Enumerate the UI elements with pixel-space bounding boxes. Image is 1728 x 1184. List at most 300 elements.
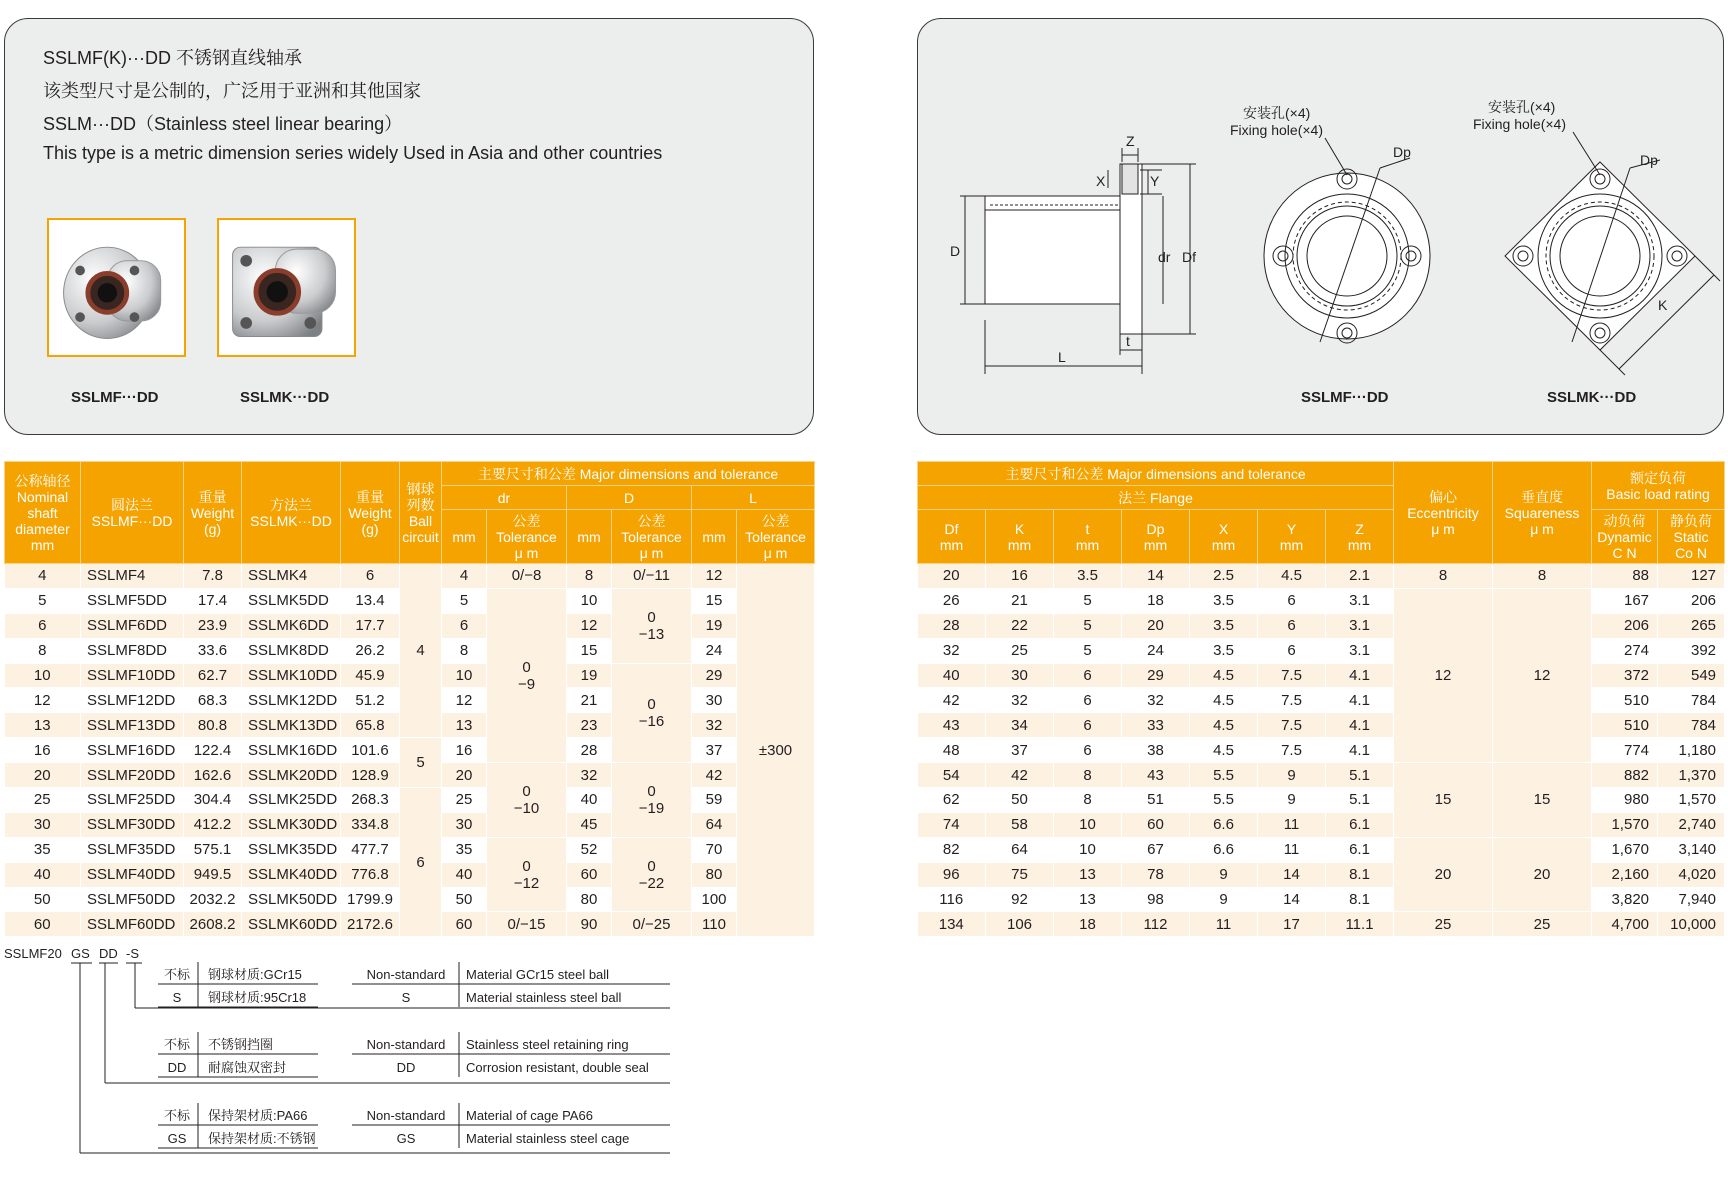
dp-cell: 20: [1122, 613, 1190, 638]
round-weight-cell: 304.4: [184, 788, 242, 813]
static-load-cell: 4,020: [1658, 862, 1725, 887]
k-cell: 58: [986, 812, 1054, 837]
dynamic-load-cell: 88: [1592, 564, 1658, 589]
th-weight-round: 重量 Weight (g): [184, 462, 242, 564]
t-cell: 8: [1054, 788, 1122, 813]
static-load-cell: 206: [1658, 588, 1725, 613]
square-weight-cell: 776.8: [341, 862, 400, 887]
round-weight-cell: 68.3: [184, 688, 242, 713]
D-tolerance-cell: [612, 588, 692, 663]
code-option: Non-standard: [366, 1037, 446, 1052]
dp-label-round: Dp: [1393, 144, 1411, 160]
round-model-cell: SSLMF30DD: [81, 812, 184, 837]
code-desc-cn: 不锈钢挡圈: [208, 1037, 274, 1052]
t-cell: 5: [1054, 588, 1122, 613]
dr-tolerance-cell: [487, 588, 567, 762]
x-cell: 5.5: [1190, 763, 1258, 788]
round-flange-caption: SSLMF···DD: [71, 389, 159, 406]
square-weight-cell: 13.4: [341, 588, 400, 613]
square-weight-cell: 45.9: [341, 663, 400, 688]
round-model-cell: SSLMF60DD: [81, 912, 184, 937]
dr-mm-cell: 30: [442, 812, 487, 837]
D-mm-cell: 52: [567, 837, 612, 862]
y-cell: 9: [1258, 788, 1326, 813]
z-cell: 4.1: [1326, 713, 1394, 738]
D-mm-cell: 12: [567, 613, 612, 638]
y-cell: 6: [1258, 638, 1326, 663]
df-cell: 26: [918, 588, 986, 613]
th-shaft: 公称轴径 Nominal shaft diameter mm: [5, 462, 81, 564]
z-cell: 6.1: [1326, 837, 1394, 862]
D-mm-cell: 90: [567, 912, 612, 937]
static-load-cell: 784: [1658, 688, 1725, 713]
z-cell: 5.1: [1326, 763, 1394, 788]
x-cell: 9: [1190, 862, 1258, 887]
square-model-cell: SSLMK40DD: [242, 862, 341, 887]
round-model-cell: SSLMF16DD: [81, 738, 184, 763]
square-weight-cell: 268.3: [341, 788, 400, 813]
k-cell: 32: [986, 688, 1054, 713]
x-label: X: [1096, 173, 1106, 189]
df-cell: 62: [918, 788, 986, 813]
code-desc-en: Material stainless steel cage: [466, 1131, 630, 1146]
table-row: [918, 837, 1725, 862]
th-L-mm: mm: [692, 510, 737, 564]
static-load-cell: 7,940: [1658, 887, 1725, 912]
th-t: t mm: [1054, 510, 1122, 564]
round-model-cell: SSLMF6DD: [81, 613, 184, 638]
th-weight-square: 重量 Weight (g): [341, 462, 400, 564]
z-cell: 4.1: [1326, 738, 1394, 763]
t-cell: 5: [1054, 638, 1122, 663]
tolerance-line: −10: [513, 799, 540, 817]
round-weight-cell: 33.6: [184, 638, 242, 663]
x-cell: 6.6: [1190, 837, 1258, 862]
L-mm-cell: 24: [692, 638, 737, 663]
code-part-dd: DD: [99, 946, 118, 961]
table-row: [918, 588, 1725, 613]
y-cell: 11: [1258, 812, 1326, 837]
square-model-cell: SSLMK12DD: [242, 688, 341, 713]
k-cell: 22: [986, 613, 1054, 638]
dr-mm-cell: 50: [442, 887, 487, 912]
code-abbrev: 不标: [163, 1108, 191, 1123]
dp-cell: 29: [1122, 663, 1190, 688]
square-model-cell: SSLMK35DD: [242, 837, 341, 862]
th-L-tol: 公差 Tolerance μ m: [737, 510, 815, 564]
shaft-diameter-cell: 5: [5, 588, 81, 613]
z-cell: 11.1: [1326, 912, 1394, 937]
th-ball-circuit: 钢球 列数 Ball circuit: [400, 462, 442, 564]
dr-mm-cell: 8: [442, 638, 487, 663]
df-cell: 134: [918, 912, 986, 937]
tolerance-line: 0: [522, 782, 531, 800]
table-row: [918, 887, 1725, 912]
z-cell: 5.1: [1326, 788, 1394, 813]
square-flange-photo: [217, 218, 356, 357]
x-cell: 4.5: [1190, 713, 1258, 738]
table-row: [918, 663, 1725, 688]
df-cell: 32: [918, 638, 986, 663]
code-option: Non-standard: [366, 1108, 446, 1123]
intro-desc-cn: 该类型尺寸是公制的，广泛用于亚洲和其他国家: [43, 81, 421, 101]
round-flange-photo: [47, 218, 186, 357]
code-abbrev: DD: [167, 1060, 187, 1075]
ball-circuit-cell: 4: [400, 564, 442, 738]
square-flange-caption: SSLMK···DD: [240, 389, 330, 406]
round-model-cell: SSLMF13DD: [81, 713, 184, 738]
eccentricity-cell: 20: [1394, 837, 1493, 912]
round-weight-cell: 949.5: [184, 862, 242, 887]
square-weight-cell: 128.9: [341, 763, 400, 788]
dp-cell: 24: [1122, 638, 1190, 663]
y-cell: 7.5: [1258, 738, 1326, 763]
L-mm-cell: 29: [692, 663, 737, 688]
dr-mm-cell: 5: [442, 588, 487, 613]
eccentricity-cell: 8: [1394, 564, 1493, 589]
k-cell: 42: [986, 763, 1054, 788]
tolerance-line: 0/−25: [632, 915, 671, 933]
dp-cell: 33: [1122, 713, 1190, 738]
df-cell: 43: [918, 713, 986, 738]
th-x: X mm: [1190, 510, 1258, 564]
static-load-cell: 2,740: [1658, 812, 1725, 837]
dynamic-load-cell: 274: [1592, 638, 1658, 663]
dr-mm-cell: 13: [442, 713, 487, 738]
code-desc-en: Material GCr15 steel ball: [466, 967, 610, 982]
tolerance-line: 0: [647, 857, 656, 875]
th-major-dimensions-right: 主要尺寸和公差 Major dimensions and tolerance: [918, 462, 1394, 486]
square-model-cell: SSLMK50DD: [242, 887, 341, 912]
square-weight-cell: 26.2: [341, 638, 400, 663]
square-model-cell: SSLMK25DD: [242, 788, 341, 813]
k-cell: 106: [986, 912, 1054, 937]
d-label: D: [950, 243, 961, 259]
square-weight-cell: 51.2: [341, 688, 400, 713]
t-cell: 10: [1054, 837, 1122, 862]
dr-mm-cell: 16: [442, 738, 487, 763]
model-code-diagram: [0, 940, 700, 1180]
shaft-diameter-cell: 30: [5, 812, 81, 837]
squareness-cell: 20: [1493, 837, 1592, 912]
dp-cell: 43: [1122, 763, 1190, 788]
th-dr-mm: mm: [442, 510, 487, 564]
df-cell: 74: [918, 812, 986, 837]
z-cell: 8.1: [1326, 862, 1394, 887]
square-weight-cell: 17.7: [341, 613, 400, 638]
static-load-cell: 1,180: [1658, 738, 1725, 763]
dynamic-load-cell: 206: [1592, 613, 1658, 638]
code-desc-cn: 保持架材质:PA66: [208, 1108, 308, 1123]
round-model-cell: SSLMF4: [81, 564, 184, 589]
dr-mm-cell: 40: [442, 862, 487, 887]
table-row: [918, 638, 1725, 663]
y-cell: 14: [1258, 862, 1326, 887]
table-row: [918, 912, 1725, 937]
tolerance-line: 0: [522, 857, 531, 875]
z-cell: 3.1: [1326, 588, 1394, 613]
dp-cell: 112: [1122, 912, 1190, 937]
L-mm-cell: 32: [692, 713, 737, 738]
static-load-cell: 1,570: [1658, 788, 1725, 813]
L-mm-cell: 70: [692, 837, 737, 862]
code-option-group: [158, 1032, 670, 1077]
k-cell: 37: [986, 738, 1054, 763]
dp-cell: 98: [1122, 887, 1190, 912]
intro-title-cn: SSLMF(K)···DD 不锈钢直线轴承: [43, 48, 302, 68]
l-label: L: [1058, 349, 1066, 365]
th-dr: dr: [442, 486, 567, 510]
dp-cell: 78: [1122, 862, 1190, 887]
round-model-cell: SSLMF50DD: [81, 887, 184, 912]
th-dr-tol: 公差 Tolerance μ m: [487, 510, 567, 564]
code-abbrev: 不标: [163, 1037, 191, 1052]
square-model-cell: SSLMK60DD: [242, 912, 341, 937]
code-desc-cn: 钢球材质:GCr15: [208, 967, 302, 982]
z-cell: 2.1: [1326, 564, 1394, 589]
x-cell: 3.5: [1190, 588, 1258, 613]
df-cell: 40: [918, 663, 986, 688]
y-cell: 4.5: [1258, 564, 1326, 589]
table-row: [918, 688, 1725, 713]
x-cell: 4.5: [1190, 738, 1258, 763]
code-abbrev: 不标: [163, 967, 191, 982]
tolerance-line: 0/−15: [507, 915, 546, 933]
intro-title-en: SSLM···DD（Stainless steel linear bearing）: [43, 114, 403, 134]
y-cell: 14: [1258, 887, 1326, 912]
df-label: Df: [1182, 249, 1196, 265]
dynamic-load-cell: 774: [1592, 738, 1658, 763]
dp-cell: 67: [1122, 837, 1190, 862]
th-z: Z mm: [1326, 510, 1394, 564]
dynamic-load-cell: 510: [1592, 713, 1658, 738]
y-cell: 11: [1258, 837, 1326, 862]
D-tolerance-cell: [612, 837, 692, 912]
shaft-diameter-cell: 60: [5, 912, 81, 937]
shaft-diameter-cell: 10: [5, 663, 81, 688]
square-weight-cell: 334.8: [341, 812, 400, 837]
th-square-flange: 方法兰 SSLMK···DD: [242, 462, 341, 564]
df-cell: 28: [918, 613, 986, 638]
square-model-cell: SSLMK13DD: [242, 713, 341, 738]
code-option: GS: [396, 1131, 416, 1146]
th-df: Df mm: [918, 510, 986, 564]
th-flange: 法兰 Flange: [918, 486, 1394, 510]
x-cell: 9: [1190, 887, 1258, 912]
t-cell: 6: [1054, 688, 1122, 713]
D-mm-cell: 21: [567, 688, 612, 713]
t-cell: 8: [1054, 763, 1122, 788]
round-weight-cell: 412.2: [184, 812, 242, 837]
square-weight-cell: 101.6: [341, 738, 400, 763]
k-cell: 30: [986, 663, 1054, 688]
th-eccentricity: 偏心 Eccentricity μ m: [1394, 462, 1493, 564]
square-model-cell: SSLMK16DD: [242, 738, 341, 763]
dr-mm-cell: 6: [442, 613, 487, 638]
ball-circuit-cell: 6: [400, 788, 442, 937]
t-cell: 6: [1054, 713, 1122, 738]
x-cell: 6.6: [1190, 812, 1258, 837]
th-D-mm: mm: [567, 510, 612, 564]
table-row: [918, 738, 1725, 763]
dr-label: dr: [1158, 249, 1171, 265]
round-drawing-caption: SSLMF···DD: [1301, 389, 1389, 406]
square-weight-cell: 1799.9: [341, 887, 400, 912]
dynamic-load-cell: 372: [1592, 663, 1658, 688]
fixing-hole-label-en: Fixing hole(×4): [1230, 122, 1323, 138]
round-model-cell: SSLMF5DD: [81, 588, 184, 613]
t-cell: 18: [1054, 912, 1122, 937]
square-weight-cell: 65.8: [341, 713, 400, 738]
L-mm-cell: 64: [692, 812, 737, 837]
th-y: Y mm: [1258, 510, 1326, 564]
table-row: [918, 613, 1725, 638]
dp-cell: 38: [1122, 738, 1190, 763]
df-cell: 116: [918, 887, 986, 912]
shaft-diameter-cell: 50: [5, 887, 81, 912]
th-squareness: 垂直度 Squareness μ m: [1493, 462, 1592, 564]
round-weight-cell: 7.8: [184, 564, 242, 589]
L-mm-cell: 59: [692, 788, 737, 813]
ball-circuit-cell: 5: [400, 738, 442, 788]
y-cell: 7.5: [1258, 688, 1326, 713]
x-cell: 5.5: [1190, 788, 1258, 813]
code-option: S: [401, 990, 411, 1005]
L-mm-cell: 15: [692, 588, 737, 613]
dynamic-load-cell: 510: [1592, 688, 1658, 713]
th-round-flange: 圆法兰 SSLMF···DD: [81, 462, 184, 564]
L-mm-cell: 19: [692, 613, 737, 638]
tolerance-line: −9: [517, 675, 536, 693]
df-cell: 82: [918, 837, 986, 862]
dp-cell: 32: [1122, 688, 1190, 713]
eccentricity-cell: 15: [1394, 763, 1493, 838]
y-label: Y: [1150, 173, 1160, 189]
L-mm-cell: 30: [692, 688, 737, 713]
tolerance-line: −12: [513, 874, 540, 892]
tolerance-line: 0: [647, 695, 656, 713]
L-mm-cell: 100: [692, 887, 737, 912]
k-cell: 34: [986, 713, 1054, 738]
square-model-cell: SSLMK8DD: [242, 638, 341, 663]
shaft-diameter-cell: 16: [5, 738, 81, 763]
df-cell: 42: [918, 688, 986, 713]
square-weight-cell: 477.7: [341, 837, 400, 862]
th-D: D: [567, 486, 692, 510]
k-cell: 64: [986, 837, 1054, 862]
D-mm-cell: 8: [567, 564, 612, 589]
square-model-cell: SSLMK4: [242, 564, 341, 589]
df-cell: 54: [918, 763, 986, 788]
static-load-cell: 784: [1658, 713, 1725, 738]
y-cell: 9: [1258, 763, 1326, 788]
shaft-diameter-cell: 12: [5, 688, 81, 713]
dimension-drawing: [930, 99, 1710, 410]
t-cell: 13: [1054, 862, 1122, 887]
code-model: SSLMF20: [4, 946, 62, 961]
th-basic-load: 额定负荷 Basic load rating: [1592, 462, 1725, 510]
round-weight-cell: 23.9: [184, 613, 242, 638]
round-weight-cell: 122.4: [184, 738, 242, 763]
dynamic-load-cell: 980: [1592, 788, 1658, 813]
table-row: [5, 738, 815, 763]
shaft-diameter-cell: 4: [5, 564, 81, 589]
dp-label-square: Dp: [1640, 152, 1658, 168]
round-weight-cell: 575.1: [184, 837, 242, 862]
k-cell: 25: [986, 638, 1054, 663]
x-cell: 4.5: [1190, 688, 1258, 713]
t-label: t: [1126, 333, 1130, 349]
dp-cell: 18: [1122, 588, 1190, 613]
shaft-diameter-cell: 6: [5, 613, 81, 638]
t-cell: 3.5: [1054, 564, 1122, 589]
shaft-diameter-cell: 25: [5, 788, 81, 813]
D-tolerance-cell: [612, 912, 692, 937]
eccentricity-cell: 25: [1394, 912, 1493, 937]
square-drawing-caption: SSLMK···DD: [1547, 389, 1637, 406]
code-desc-cn: 耐腐蚀双密封: [208, 1060, 287, 1075]
D-mm-cell: 10: [567, 588, 612, 613]
table-row: [918, 862, 1725, 887]
L-tolerance-cell: ±300: [737, 564, 815, 937]
L-mm-cell: 37: [692, 738, 737, 763]
z-cell: 4.1: [1326, 663, 1394, 688]
shaft-diameter-cell: 40: [5, 862, 81, 887]
dr-mm-cell: 35: [442, 837, 487, 862]
code-desc-en: Stainless steel retaining ring: [466, 1037, 629, 1052]
squareness-cell: 25: [1493, 912, 1592, 937]
tolerance-line: −16: [638, 712, 665, 730]
D-mm-cell: 32: [567, 763, 612, 788]
dynamic-load-cell: 1,570: [1592, 812, 1658, 837]
shaft-diameter-cell: 8: [5, 638, 81, 663]
th-k: K mm: [986, 510, 1054, 564]
dr-tolerance-cell: [487, 763, 567, 838]
D-mm-cell: 23: [567, 713, 612, 738]
tolerance-line: 0: [647, 782, 656, 800]
x-cell: 3.5: [1190, 638, 1258, 663]
code-desc-en: Material of cage PA66: [466, 1108, 593, 1123]
dr-mm-cell: 25: [442, 788, 487, 813]
table-row: [918, 788, 1725, 813]
round-model-cell: SSLMF8DD: [81, 638, 184, 663]
table-row: [918, 564, 1725, 589]
shaft-diameter-cell: 13: [5, 713, 81, 738]
dr-tolerance-cell: [487, 912, 567, 937]
code-option: Non-standard: [366, 967, 446, 982]
L-mm-cell: 42: [692, 763, 737, 788]
y-cell: 6: [1258, 588, 1326, 613]
D-mm-cell: 40: [567, 788, 612, 813]
z-cell: 6.1: [1326, 812, 1394, 837]
round-weight-cell: 2608.2: [184, 912, 242, 937]
th-dynamic: 动负荷 Dynamic C N: [1592, 510, 1658, 564]
dp-cell: 14: [1122, 564, 1190, 589]
square-model-cell: SSLMK5DD: [242, 588, 341, 613]
code-abbrev: GS: [167, 1131, 187, 1146]
x-cell: 11: [1190, 912, 1258, 937]
flange-load-table: [917, 461, 1725, 937]
L-mm-cell: 12: [692, 564, 737, 589]
D-mm-cell: 28: [567, 738, 612, 763]
k-cell: 16: [986, 564, 1054, 589]
round-weight-cell: 80.8: [184, 713, 242, 738]
code-desc-cn: 钢球材质:95Cr18: [208, 990, 307, 1005]
dynamic-load-cell: 1,670: [1592, 837, 1658, 862]
L-mm-cell: 110: [692, 912, 737, 937]
round-weight-cell: 62.7: [184, 663, 242, 688]
D-tolerance-cell: [612, 763, 692, 838]
